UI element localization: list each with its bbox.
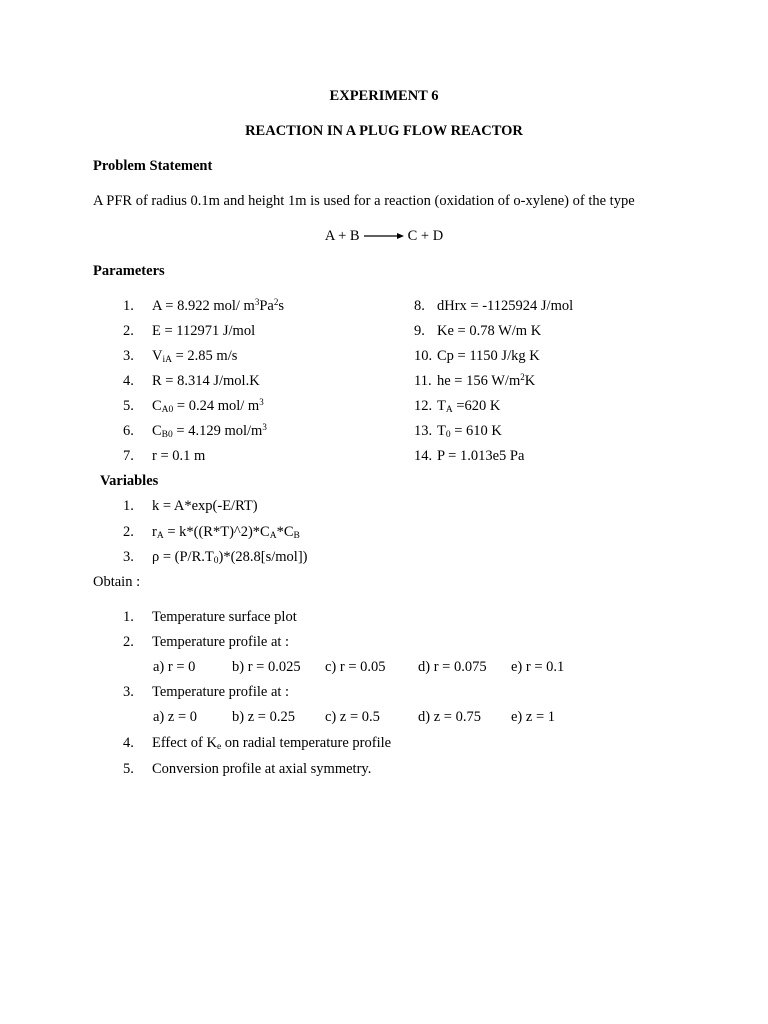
reaction-lhs: A + B xyxy=(324,228,360,244)
obtain-item: 3. Temperature profile at : xyxy=(123,684,290,700)
r-option: a) r = 0 xyxy=(153,659,196,675)
obtain-heading: Obtain : xyxy=(93,574,141,590)
parameter-item: 14. P = 1.013e5 Pa xyxy=(414,448,525,464)
z-option: e) z = 1 xyxy=(511,709,556,725)
parameter-item: 13. $T_0 = 610$ K xyxy=(414,423,502,440)
parameter-item: 4. R = 8.314 J/mol.K xyxy=(123,373,260,389)
problem-text: A PFR of radius 0.1m and height 1m is used for a reaction (oxidation of o-xylene) of the type xyxy=(93,193,635,209)
obtain-item: 2. Temperature profile at : xyxy=(123,634,290,650)
obtain-item: 5. Conversion profile at axial symmetry. xyxy=(123,761,372,777)
parameter-item: 3. $V_{iA} = 2.85$ m/s xyxy=(123,348,238,365)
parameters-heading: Parameters xyxy=(93,263,165,279)
variable-item: 1. k = A*exp(-E/RT) xyxy=(123,498,258,514)
problem-heading: Problem Statement xyxy=(93,158,213,174)
parameter-item: 1. A = 8.922 mol/ $m^3Pa^2s$ xyxy=(123,297,284,314)
variable-item: 2. $r_A$ = $k*((R*T)\^{}2)*C_A*C_B$ xyxy=(123,524,300,541)
r-option: d) r = 0.075 xyxy=(418,659,487,675)
right-arrow-icon xyxy=(364,231,404,241)
parameter-item: 2. E = 112971 J/mol xyxy=(123,323,256,339)
page-title: REACTION IN A PLUG FLOW REACTOR xyxy=(245,123,523,139)
variables-heading: Variables xyxy=(100,473,159,489)
r-option: b) r = 0.025 xyxy=(232,659,301,675)
parameter-item: 9. Ke = 0.78 W/m K xyxy=(414,323,542,339)
reaction-rhs: C + D xyxy=(407,228,444,244)
z-option: d) z = 0.75 xyxy=(418,709,481,725)
variable-item: 3. $\rho = (P/R.T_0)*(28.8[s/mol])$ xyxy=(123,549,308,566)
parameter-item: 5. $C_{A0} = 0.24$ mol/ $m^3$ xyxy=(123,397,264,415)
parameter-item: 11. he = 156 $W/m^2K$ xyxy=(414,372,536,389)
reaction-equation xyxy=(0,227,768,245)
z-option: c) z = 0.5 xyxy=(325,709,380,725)
z-option: b) z = 0.25 xyxy=(232,709,295,725)
parameter-item: 7. r = 0.1 m xyxy=(123,448,206,464)
obtain-item: 1. Temperature surface plot xyxy=(123,609,297,625)
parameter-item: 10. Cp = 1150 J/kg K xyxy=(414,348,540,364)
experiment-number: EXPERIMENT 6 xyxy=(329,88,439,104)
r-option: e) r = 0.1 xyxy=(511,659,565,675)
parameter-item: 6. $C_{B0} = 4.129$ mol/$m^3$ xyxy=(123,422,267,440)
parameter-item: 8. dHrx = -1125924 J/mol xyxy=(414,298,574,314)
obtain-item: 4. Effect of $K_e$ on radial temperature profile xyxy=(123,735,392,752)
parameter-item: 12. $T_A =620$ K xyxy=(414,398,501,415)
z-option: a) z = 0 xyxy=(153,709,198,725)
r-option: c) r = 0.05 xyxy=(325,659,386,675)
